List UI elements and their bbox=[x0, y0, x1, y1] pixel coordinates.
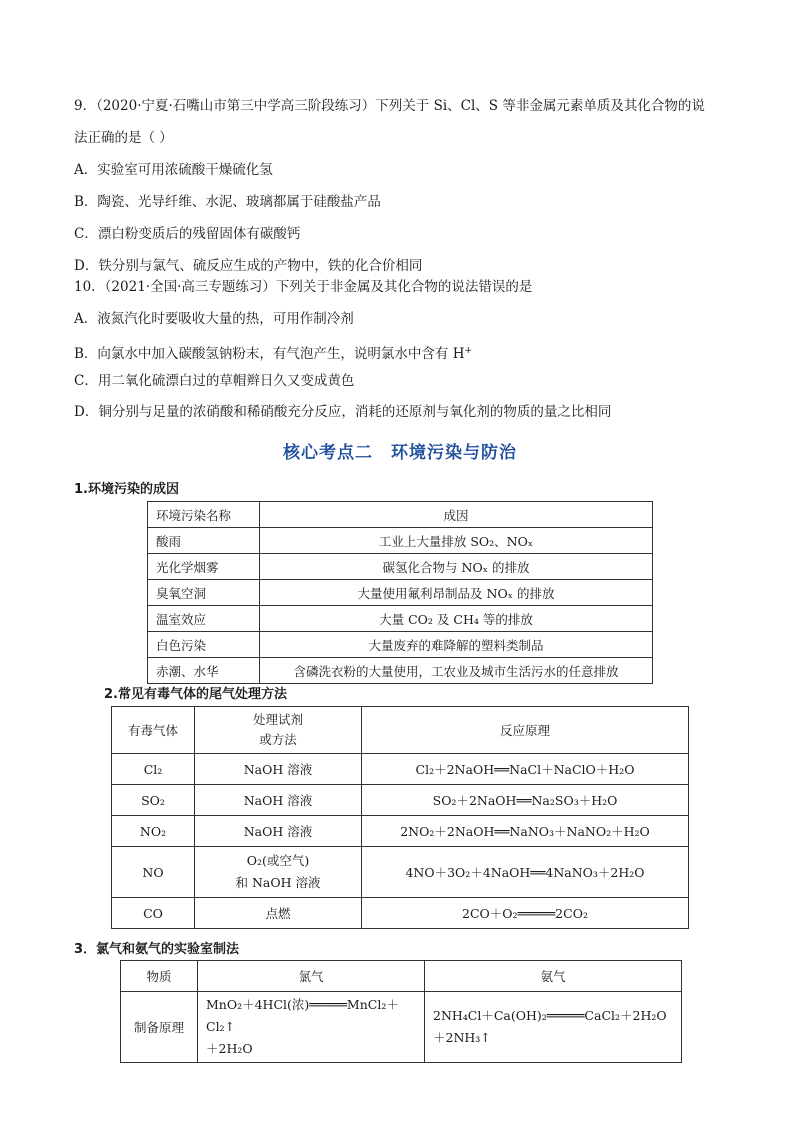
table-header-row bbox=[121, 961, 682, 992]
treatment-method-line1: O₂(或空气) bbox=[246, 853, 310, 868]
header-cell: 反应原理 bbox=[362, 707, 689, 754]
table-row bbox=[121, 992, 682, 1063]
chlorine-equation-line1: MnO₂＋4HCl(浓)═════MnCl₂＋Cl₂↑ bbox=[206, 997, 399, 1034]
q10-stem: 10．（2021·全国·高三专题练习）下列关于非金属及其化合物的说法错误的是 bbox=[74, 279, 533, 295]
reaction-equation: 4NO＋3O₂＋4NaOH══4NaNO₃＋2H₂O bbox=[362, 847, 689, 898]
row-label: 制备原理 bbox=[121, 992, 198, 1063]
q9-option-c: C．漂白粉变质后的残留固体有碳酸钙 bbox=[74, 226, 301, 242]
pollution-cause: 大量 CO₂ 及 CH₄ 等的排放 bbox=[260, 606, 653, 632]
pollution-cause: 碳氢化合物与 NOₓ 的排放 bbox=[260, 554, 653, 580]
header-cell: 氨气 bbox=[425, 961, 682, 992]
treatment-method-line2: 和 NaOH 溶液 bbox=[235, 875, 321, 890]
q10-option-d: D．铜分别与足量的浓硝酸和稀硝酸充分反应，消耗的还原剂与氧化剂的物质的量之比相同 bbox=[74, 404, 612, 420]
table-row bbox=[148, 554, 653, 580]
treatment-method bbox=[195, 847, 362, 898]
reaction-equation: Cl₂＋2NaOH══NaCl＋NaClO＋H₂O bbox=[362, 754, 689, 785]
toxic-gas-treatment-table bbox=[111, 706, 689, 929]
q10-option-b-sup: + bbox=[464, 346, 473, 356]
header-cell: 物质 bbox=[121, 961, 198, 992]
table-row bbox=[112, 785, 689, 816]
sec3-heading: 3．氯气和氨气的实验室制法 bbox=[74, 942, 240, 957]
header-cell: 有毒气体 bbox=[112, 707, 195, 754]
table-row bbox=[112, 847, 689, 898]
header-cell: 氯气 bbox=[198, 961, 425, 992]
header-cell bbox=[195, 707, 362, 754]
pollution-cause: 大量废弃的难降解的塑料类制品 bbox=[260, 632, 653, 658]
gas-name: NO bbox=[112, 847, 195, 898]
treatment-method: 点燃 bbox=[195, 898, 362, 929]
table-row bbox=[148, 658, 653, 684]
pollution-name: 光化学烟雾 bbox=[148, 554, 260, 580]
q9-stem-line2: 法正确的是（ ） bbox=[74, 130, 173, 146]
ammonia-equation-line1: 2NH₄Cl＋Ca(OH)₂═════CaCl₂＋2H₂O bbox=[433, 1008, 667, 1023]
treatment-method: NaOH 溶液 bbox=[195, 785, 362, 816]
pollution-name: 臭氧空洞 bbox=[148, 580, 260, 606]
q9-option-b: B．陶瓷、光导纤维、水泥、玻璃都属于硅酸盐产品 bbox=[74, 194, 381, 210]
pollution-name: 酸雨 bbox=[148, 528, 260, 554]
table-row bbox=[148, 606, 653, 632]
gas-name: CO bbox=[112, 898, 195, 929]
q10-option-a: A．液氮汽化时要吸收大量的热，可用作制冷剂 bbox=[74, 311, 354, 327]
pollution-name: 白色污染 bbox=[148, 632, 260, 658]
table-row bbox=[112, 754, 689, 785]
chlorine-equation-line2: ＋2H₂O bbox=[206, 1041, 253, 1056]
table-row bbox=[148, 528, 653, 554]
table-row bbox=[112, 898, 689, 929]
reaction-equation: 2CO＋O₂═════2CO₂ bbox=[362, 898, 689, 929]
section-title: 核心考点二 环境污染与防治 bbox=[283, 443, 517, 463]
pollution-name: 赤潮、水华 bbox=[148, 658, 260, 684]
sec2-heading: 2.常见有毒气体的尾气处理方法 bbox=[104, 687, 287, 702]
pollution-cause: 工业上大量排放 SO₂、NOₓ bbox=[260, 528, 653, 554]
reaction-equation: 2NO₂＋2NaOH══NaNO₃＋NaNO₂＋H₂O bbox=[362, 816, 689, 847]
header-cell: 成因 bbox=[260, 502, 653, 528]
lab-preparation-table bbox=[120, 960, 682, 1063]
q9-option-a: A．实验室可用浓硫酸干燥硫化氢 bbox=[74, 162, 273, 178]
header-cell: 环境污染名称 bbox=[148, 502, 260, 528]
sec1-heading: 1.环境污染的成因 bbox=[74, 482, 179, 497]
chlorine-preparation bbox=[198, 992, 425, 1063]
pollution-name: 温室效应 bbox=[148, 606, 260, 632]
table-header-row bbox=[112, 707, 689, 754]
table-row bbox=[112, 816, 689, 847]
gas-name: Cl₂ bbox=[112, 754, 195, 785]
header-method-line2: 或方法 bbox=[259, 732, 297, 747]
treatment-method: NaOH 溶液 bbox=[195, 754, 362, 785]
q10-option-b-text: B．向氯水中加入碳酸氢钠粉末，有气泡产生，说明氯水中含有 H bbox=[74, 346, 465, 362]
gas-name: NO₂ bbox=[112, 816, 195, 847]
reaction-equation: SO₂＋2NaOH══Na₂SO₃＋H₂O bbox=[362, 785, 689, 816]
q10-option-b bbox=[74, 341, 472, 364]
q10-option-c: C．用二氧化硫漂白过的草帽辫日久又变成黄色 bbox=[74, 373, 355, 389]
q9-stem-line1: 9．（2020·宁夏·石嘴山市第三中学高三阶段练习）下列关于 Si、Cl、S 等非金属元素单质及其化合物的说 bbox=[74, 98, 705, 114]
pollution-cause: 大量使用氟利昂制品及 NOₓ 的排放 bbox=[260, 580, 653, 606]
ammonia-equation-line2: ＋2NH₃↑ bbox=[433, 1030, 491, 1045]
table-header-row bbox=[148, 502, 653, 528]
pollution-cause: 含磷洗衣粉的大量使用，工农业及城市生活污水的任意排放 bbox=[260, 658, 653, 684]
ammonia-preparation bbox=[425, 992, 682, 1063]
pollution-causes-table bbox=[147, 501, 653, 684]
table-row bbox=[148, 632, 653, 658]
header-method-line1: 处理试剂 bbox=[252, 712, 303, 727]
table-row bbox=[148, 580, 653, 606]
treatment-method: NaOH 溶液 bbox=[195, 816, 362, 847]
gas-name: SO₂ bbox=[112, 785, 195, 816]
q9-option-d: D．铁分别与氯气、硫反应生成的产物中，铁的化合价相同 bbox=[74, 258, 423, 274]
